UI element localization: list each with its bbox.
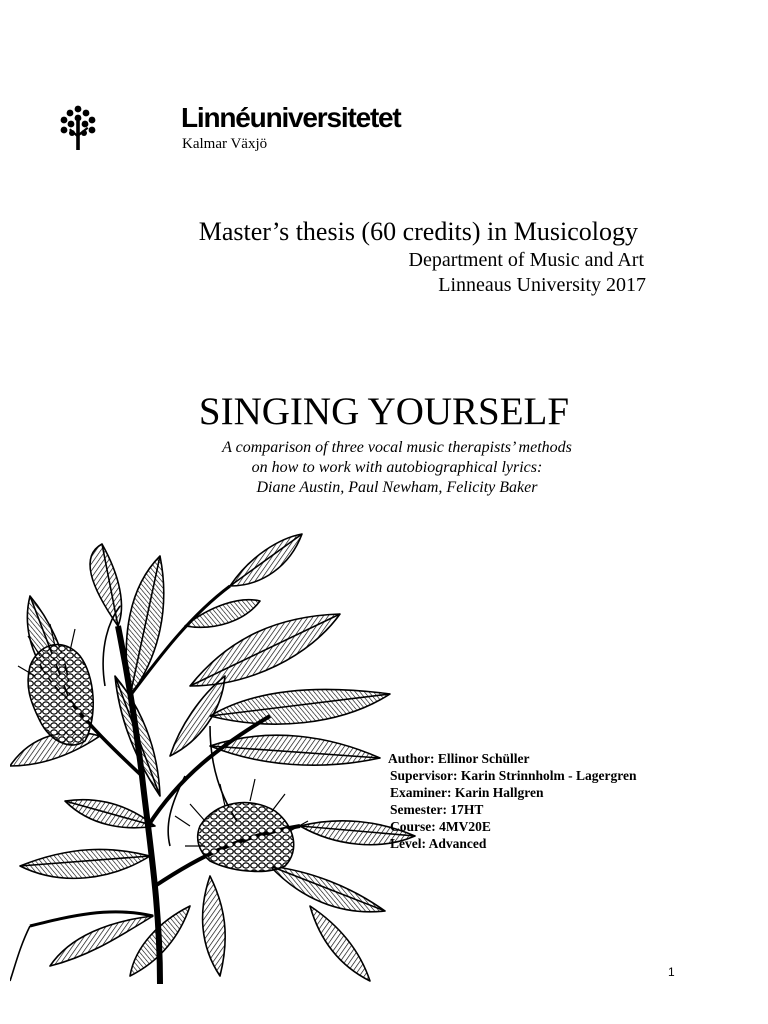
thesis-subtitle-line-3: Diane Austin, Paul Newham, Felicity Baker [256,479,538,496]
tree-icon [58,104,98,152]
detail-semester: Semester: 17HT [390,802,484,817]
university-logo-name: Linnéuniversitetet [181,102,401,133]
university-campuses: Kalmar Växjö [182,136,268,152]
university-year-line: Linneaus University 2017 [438,274,646,296]
department-line: Department of Music and Art [408,249,644,271]
page-number: 1 [668,965,675,979]
detail-author: Author: Ellinor Schüller [388,751,530,766]
thesis-subtitle-line-2: on how to work with autobiographical lyrics: [251,459,543,476]
detail-level: Level: Advanced [390,836,487,851]
botanical-plant-engraving [10,526,430,984]
detail-course: Course: 4MV20E [390,819,491,834]
thesis-degree-line: Master’s thesis (60 credits) in Musicology [198,217,638,246]
thesis-subtitle-line-1: A comparison of three vocal music therapists’ methods [222,439,572,456]
thesis-title: SINGING YOURSELF [198,390,570,433]
detail-examiner: Examiner: Karin Hallgren [390,785,544,800]
thesis-details [388,750,637,852]
detail-supervisor: Supervisor: Karin Strinnholm - Lagergren [390,768,637,783]
